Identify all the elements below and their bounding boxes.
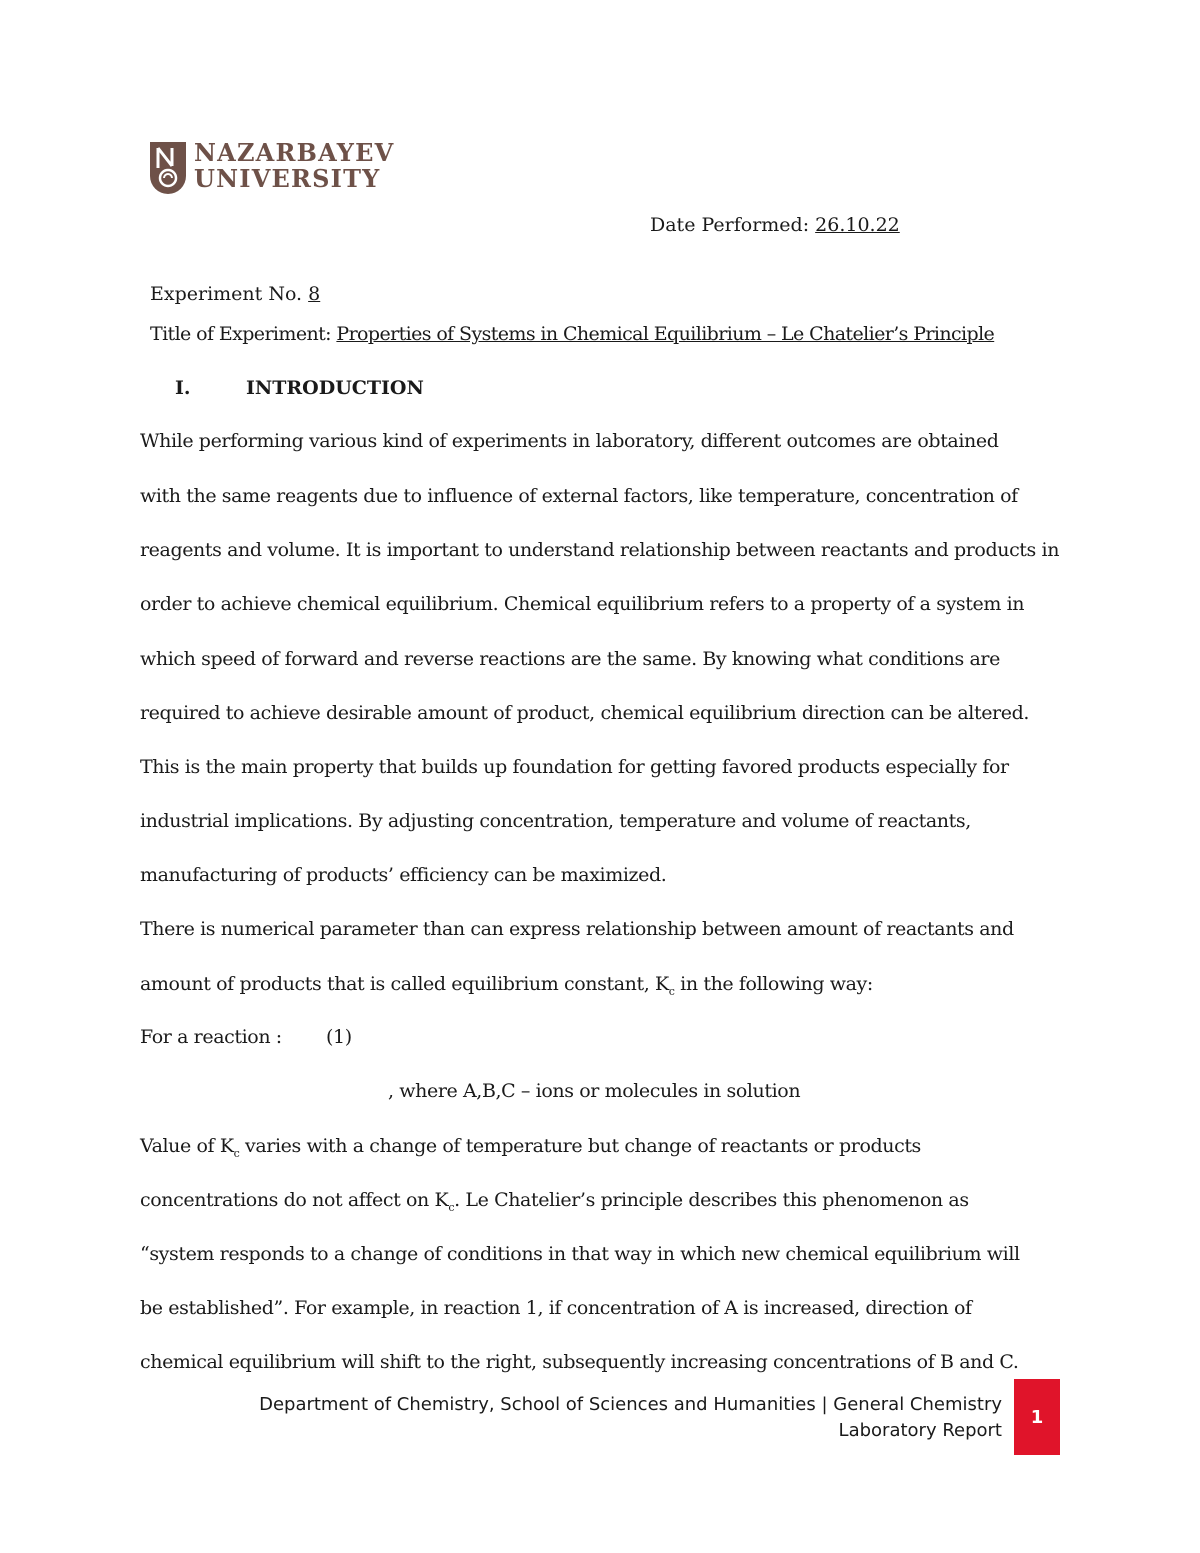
date-performed [650,212,900,238]
footer-line-2: Laboratory Report [838,1420,1002,1441]
body-line: order to achieve chemical equilibrium. Chemical equilibrium refers to a property of a system in [140,593,1025,615]
body-line: There is numerical parameter than can express relationship between amount of reactants and [140,918,1014,940]
experiment-title [150,321,994,347]
experiment-label: Experiment No. [150,283,309,305]
body-line-kc [140,1133,921,1167]
section-title: INTRODUCTION [246,377,424,399]
date-label: Date Performed: [650,214,816,236]
text-span: varies with a change of temperature but change of reactants or products [239,1135,921,1157]
logo-line-2: UNIVERSITY [194,164,381,193]
logo-line-1: NAZARBAYEV [194,138,395,167]
reaction-number: (1) [326,1026,352,1048]
where-line: , where A,B,C – ions or molecules in solution [388,1080,801,1102]
university-logo [150,138,395,196]
reaction-label: For a reaction : [140,1026,282,1048]
body-line: which speed of forward and reverse reactions are the same. By knowing what conditions are [140,648,1000,670]
body-line: reagents and volume. It is important to understand relationship between reactants and products in [140,539,1060,561]
date-value: 26.10.22 [815,214,900,236]
body-line: industrial implications. By adjusting concentration, temperature and volume of reactants, [140,810,971,832]
body-line: This is the main property that builds up foundation for getting favored products especially for [140,756,1009,778]
body-line: manufacturing of products’ efficiency can be maximized. [140,864,667,886]
body-line: required to achieve desirable amount of product, chemical equilibrium direction can be altered. [140,702,1029,724]
body-line: with the same reagents due to influence of external factors, like temperature, concentration of [140,485,1018,507]
body-line: be established”. For example, in reaction 1, if concentration of A is increased, direction of [140,1297,972,1319]
university-emblem-icon [150,142,186,194]
text-span: amount of products that is called equilibrium constant, K [140,973,669,995]
text-span: concentrations do not affect on K [140,1189,449,1211]
body-line-kc [140,1187,969,1221]
body-line: While performing various kind of experiments in laboratory, different outcomes are obtained [140,430,999,452]
subscript: c [233,1146,240,1160]
subscript: c [448,1200,455,1214]
subscript: c [668,984,675,998]
body-line: “system responds to a change of conditions in that way in which new chemical equilibrium will [140,1243,1020,1265]
text-span: . Le Chatelier’s principle describes this phenomenon as [454,1189,969,1211]
title-label: Title of Experiment: [150,323,337,345]
page-number-badge: 1 [1014,1379,1060,1455]
text-span: in the following way: [674,973,873,995]
page-footer [259,1392,1002,1444]
footer-line-1: Department of Chemistry, School of Sciences and Humanities | General Chemistry [259,1394,1002,1415]
logo-wordmark [194,140,394,192]
text-span: Value of K [140,1135,234,1157]
body-line: chemical equilibrium will shift to the right, subsequently increasing concentrations of B and C. [140,1351,1019,1373]
section-number: I. [175,377,191,399]
experiment-number [150,281,320,307]
experiment-value: 8 [308,283,321,305]
body-line-kc [140,971,873,1005]
title-value: Properties of Systems in Chemical Equilibrium – Le Chatelier’s Principle [336,323,995,345]
